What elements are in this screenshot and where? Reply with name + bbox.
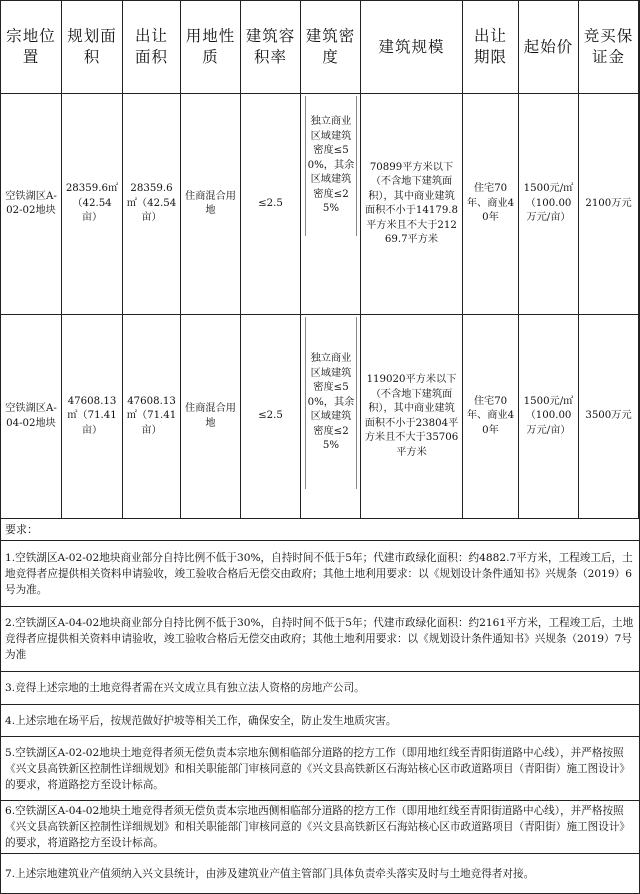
row1-transfer-area: 28359.6㎡（42.54亩） (123, 94, 181, 315)
row2-start-price: 1500元/㎡（100.00万元/亩） (519, 315, 579, 519)
requirement-item-4: 4.上述宗地在场平后，按规范做好护坡等相关工作，确保安全，防止发生地质灾害。 (1, 705, 639, 737)
requirement-item-1: 1.空铁湖区A-02-02地块商业部分自持比例不低于30%，自持时间不低于5年；代建市政绿化面积：约4882.7平方米，工程竣工后，土地竞得者应提供相关资料申请验收，竣工验收合格后无偿交由政府；其他土地利用要求：以《规划设计条件通知书》兴规条（2019）6号为准。 (1, 541, 639, 607)
requirement-item-3: 3.竞得上述宗地的土地竞得者需在兴文成立具有独立法人资格的房地产公司。 (1, 672, 639, 705)
row1-location: 空铁湖区A-02-02地块 (1, 94, 62, 315)
row1-deposit: 2100万元 (579, 94, 639, 315)
header-location: 宗地位置 (1, 1, 62, 94)
row2-far: ≤2.5 (241, 315, 301, 519)
row1-density: 独立商业区域建筑密度≤50%，其余区域建筑密度≤25% (305, 96, 357, 236)
requirements-title: 要求： (1, 519, 639, 541)
row1-scale: 70899平方米以下（不含地下建筑面积），其中商业建筑面积不小于14179.8平方米且不大于21269.7平方米 (361, 94, 463, 315)
row2-transfer-area: 47608.13㎡（71.41亩） (123, 315, 181, 519)
row2-planned-area: 47608.13㎡（71.41亩） (62, 315, 123, 519)
row2-deposit: 3500万元 (579, 315, 639, 519)
header-planned-area: 规划面积 (62, 1, 123, 94)
header-land-use: 用地性质 (181, 1, 241, 94)
row1-land-use: 住商混合用地 (181, 94, 241, 315)
row1-far: ≤2.5 (241, 94, 301, 315)
requirement-item-5: 5.空铁湖区A-02-02地块土地竞得者须无偿负责本宗地东侧相临部分道路的挖方工作（即用地红线至青阳街道路中心线），并严格按照《兴文县高铁新区控制性详细规划》和相关职能部门审核同意的《兴文县高铁新区石海站核心区市政道路项目（青阳街）施工图设计》的要求，将道路挖方至设计标高。 (1, 737, 639, 801)
header-scale: 建筑规模 (361, 1, 463, 94)
header-far: 建筑容积率 (241, 1, 301, 94)
header-deposit: 竞买保证金 (579, 1, 639, 94)
row2-location: 空铁湖区A-04-02地块 (1, 315, 62, 519)
requirement-item-6: 6.空铁湖区A-04-02地块土地竞得者须无偿负责本宗地西侧相临部分道路的挖方工作（即用地红线至青阳街道路中心线），并严格按照《兴文县高铁新区控制性详细规划》和相关职能部门审核同意的《兴文县高铁新区石海站核心区市政道路项目（青阳街）施工图设计》的要求，将道路挖方至设计标高。 (1, 801, 639, 854)
row2-density-cell (301, 315, 361, 519)
row1-density-cell (301, 94, 361, 315)
row1-start-price: 1500元/㎡（100.00万元/亩） (519, 94, 579, 315)
requirement-item-2: 2.空铁湖区A-04-02地块商业部分自持比例不低于30%，自持时间不低于5年；代建市政绿化面积：约2161平方米，工程竣工后，土地竞得者应提供相关资料申请验收，竣工验收合格后无偿交由政府；其他土地利用要求：以《规划设计条件通知书》兴规条（2019）7号为准 (1, 607, 639, 672)
header-density: 建筑密度 (301, 1, 361, 94)
row2-scale: 119020平方米以下（不含地下建筑面积），其中商业建筑面积不小于23804平方米且不大于35706平方米 (361, 315, 463, 519)
row2-land-use: 住商混合用地 (181, 315, 241, 519)
row2-density: 独立商业区域建筑密度≤50%，其余区域建筑密度≤25% (305, 317, 357, 489)
header-period: 出让期限 (463, 1, 519, 94)
header-start-price: 起始价 (519, 1, 579, 94)
row1-planned-area: 28359.6㎡（42.54亩） (62, 94, 123, 315)
header-transfer-area: 出让面积 (123, 1, 181, 94)
row2-period: 住宅70年、商业40年 (463, 315, 519, 519)
row1-period: 住宅70年、商业40年 (463, 94, 519, 315)
requirement-item-7: 7.上述宗地建筑业产值须纳入兴文县统计，由涉及建筑业产值主管部门具体负责牵头落实及时与土地竞得者对接。 (5, 867, 535, 880)
